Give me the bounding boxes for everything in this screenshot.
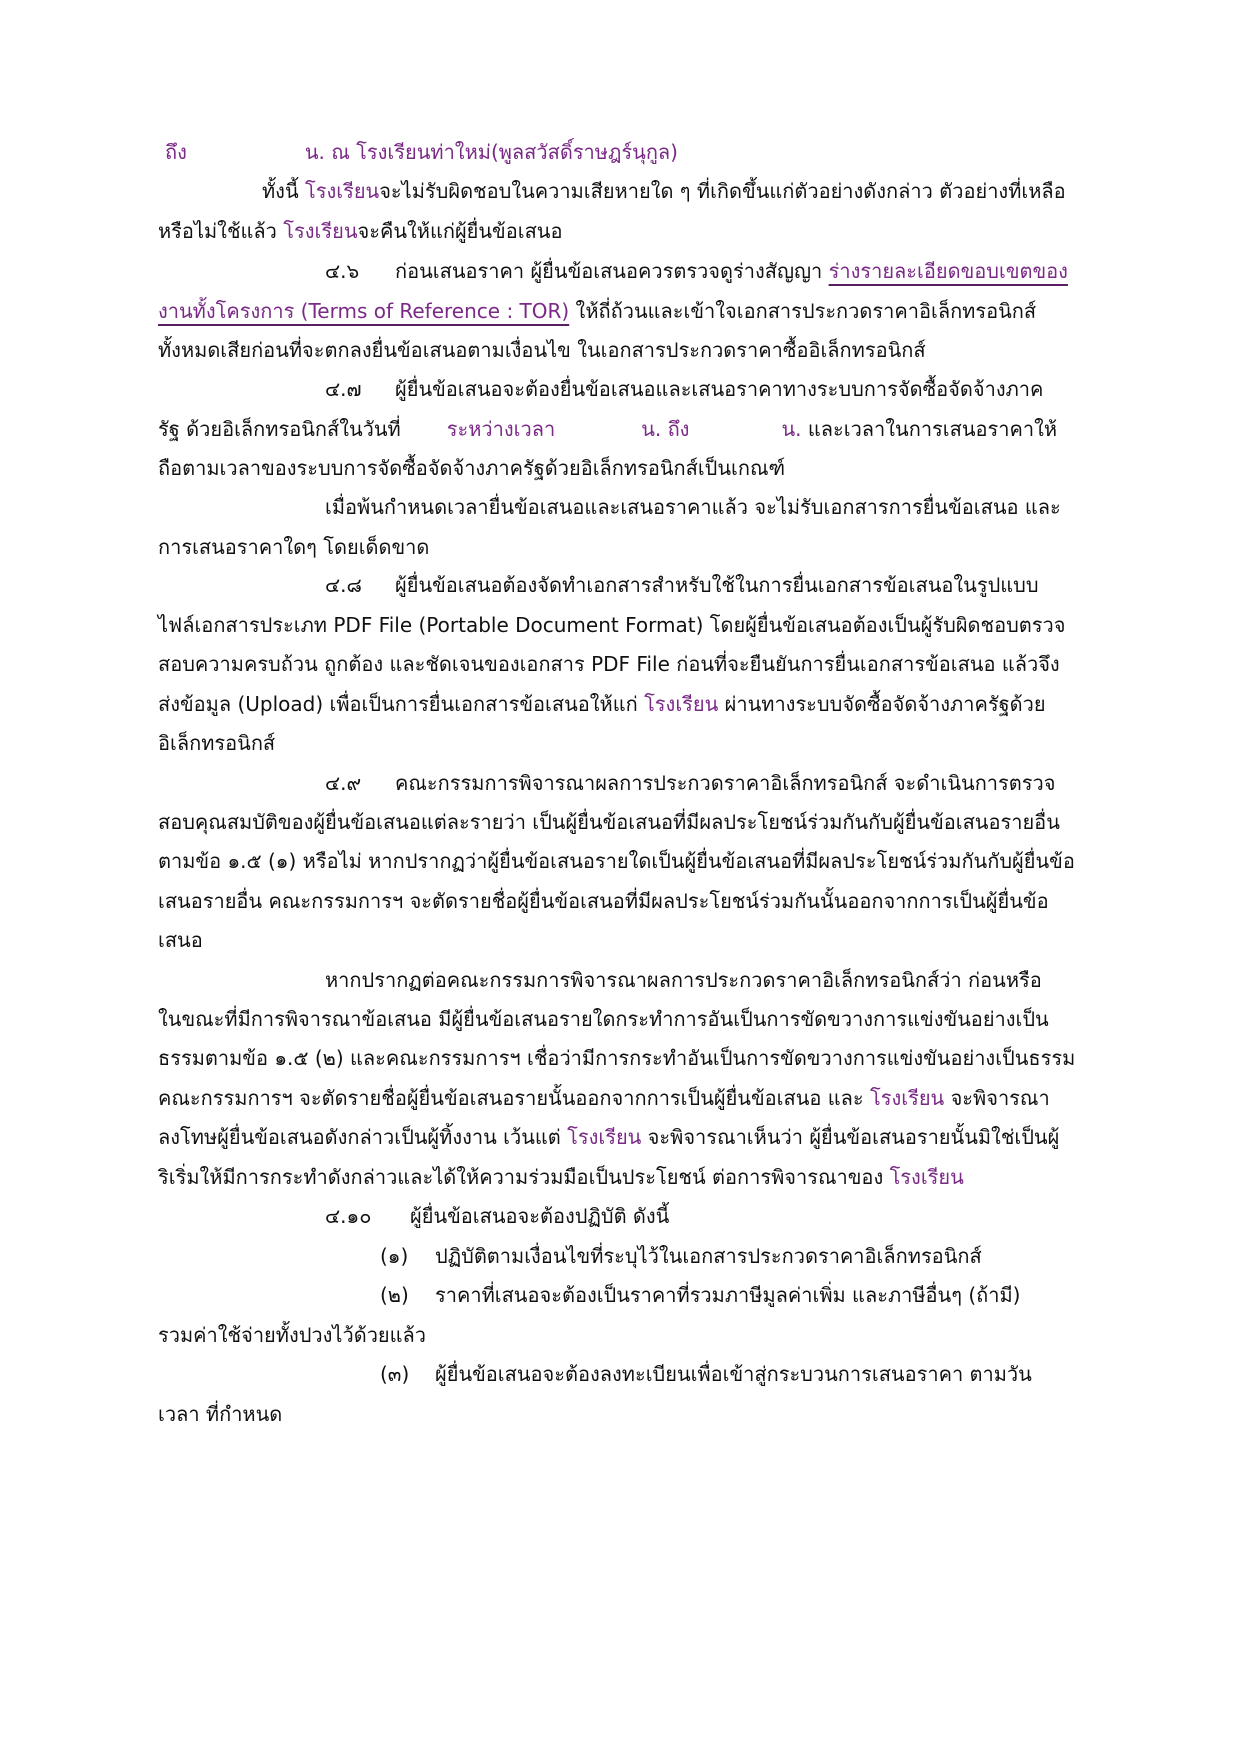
clause-4-10-item-3-cont: เวลา ที่กำหนด	[158, 1402, 283, 1426]
clause-4-9-p2-line-5: ลงโทษผู้ยื่นข้อเสนอดังกล่าวเป็นผู้ทิ้งงาน เว้นแต่ โรงเรียน จะพิจารณาเห็นว่า ผู้ยื่นข้อเสนอรายนั้นมิใช่เป็นผู้	[158, 1125, 1060, 1149]
clause-4-9-line-5: เสนอ	[158, 928, 203, 952]
clause-number: ๔.๗	[325, 377, 362, 401]
school-ref: โรงเรียน	[870, 1086, 945, 1110]
tor-link[interactable]: ร่างรายละเอียดขอบเขตของ	[828, 259, 1068, 283]
school-ref: โรงเรียน	[889, 1165, 964, 1189]
item-number: (๒)	[380, 1283, 409, 1307]
clause-4-7-line-3: ถือตามเวลาของระบบการจัดซื้อจัดจ้างภาครัฐด้วยอิเล็กทรอนิกส์เป็นเกณฑ์	[158, 456, 786, 480]
clause-4-9-p2-line-2: ในขณะที่มีการพิจารณาข้อเสนอ มีผู้ยื่นข้อเสนอรายใดกระทำการอันเป็นการขัดขวางการแข่งขันอย่างเป็น	[158, 1007, 1049, 1031]
clause-number: ๔.๑๐	[325, 1204, 372, 1228]
clause-4-9-p2-line-3: ธรรมตามข้อ ๑.๕ (๒) และคณะกรรมการฯ เชื่อว่ามีการกระทำอันเป็นการขัดขวางการแข่งขันอย่างเป็นธรรม	[158, 1046, 1076, 1070]
school-ref: โรงเรียน	[283, 219, 358, 243]
clause-4-6-line-3: ทั้งหมดเสียก่อนที่จะตกลงยื่นข้อเสนอตามเงื่อนไข ในเอกสารประกวดราคาซื้ออิเล็กทรอนิกส์	[158, 338, 926, 362]
clause-4-8-line-4: ส่งข้อมูล (Upload) เพื่อเป็นการยื่นเอกสารข้อเสนอให้แก่ โรงเรียน ผ่านทางระบบจัดซื้อจัดจ้างภาครัฐด้วย	[158, 692, 1046, 716]
clause-4-9-line-2: สอบคุณสมบัติของผู้ยื่นข้อเสนอแต่ละรายว่า เป็นผู้ยื่นข้อเสนอที่มีผลประโยชน์ร่วมกันกับผู้ยื่นข้อเสนอรายอื่น	[158, 810, 1060, 834]
clause-4-7-line-4: เมื่อพ้นกำหนดเวลายื่นข้อเสนอและเสนอราคาแล้ว จะไม่รับเอกสารการยื่นข้อเสนอ และ	[325, 495, 1061, 519]
clause-4-9-line-3: ตามข้อ ๑.๕ (๑) หรือไม่ หากปรากฏว่าผู้ยื่นข้อเสนอรายใดเป็นผู้ยื่นข้อเสนอที่มีผลประโยชน์ร่วมกันกับผู้ยื่นข้อ	[158, 849, 1075, 873]
school-ref: โรงเรียน	[304, 179, 380, 203]
clause-4-7: ๔.๗ ผู้ยื่นข้อเสนอจะต้องยื่นข้อเสนอและเสนอราคาทางระบบการจัดซื้อจัดจ้างภาค	[325, 374, 1043, 404]
clause-4-9-p2-line-6: ริเริ่มให้มีการกระทำดังกล่าวและได้ให้ความร่วมมือเป็นประโยชน์ ต่อการพิจารณาของ โรงเรียน	[158, 1165, 964, 1189]
clause-number: ๔.๘	[325, 573, 362, 597]
clause-4-8: ๔.๘ ผู้ยื่นข้อเสนอต้องจัดทำเอกสารสำหรับใช้ในการยื่นเอกสารข้อเสนอในรูปแบบ	[325, 570, 1039, 600]
clause-4-9-line-4: เสนอรายอื่น คณะกรรมการฯ จะตัดรายชื่อผู้ยื่นข้อเสนอที่มีผลประโยชน์ร่วมกันนั้นออกจากการเป็นผู้ยื่นข้อ	[158, 889, 1049, 913]
clause-4-8-line-5: อิเล็กทรอนิกส์	[158, 731, 276, 755]
tor-link-cont[interactable]: งานทั้งโครงการ (Terms of Reference : TOR)	[158, 299, 570, 323]
clause-4-10: ๔.๑๐ ผู้ยื่นข้อเสนอจะต้องปฏิบัติ ดังนี้	[325, 1201, 669, 1231]
item-number: (๓)	[380, 1362, 410, 1386]
school-ref: โรงเรียน	[644, 692, 719, 716]
disclaimer-line-2: หรือไม่ใช้แล้ว โรงเรียนจะคืนให้แก่ผู้ยื่นข้อเสนอ	[158, 219, 563, 243]
clause-4-10-item-2: (๒) ราคาที่เสนอจะต้องเป็นราคาที่รวมภาษีมูลค่าเพิ่ม และภาษีอื่นๆ (ถ้ามี)	[380, 1280, 1020, 1310]
disclaimer-line-1: ทั้งนี้ โรงเรียนจะไม่รับผิดชอบในความเสียหายใด ๆ ที่เกิดขึ้นแก่ตัวอย่างดังกล่าว ตัวอย่างที่เหลือ	[262, 179, 1066, 203]
clause-4-6: ๔.๖ ก่อนเสนอราคา ผู้ยื่นข้อเสนอควรตรวจดูร่างสัญญา ร่างรายละเอียดขอบเขตของ	[325, 256, 1068, 286]
sample-return-line	[165, 137, 678, 167]
until-label: ถึง	[165, 140, 187, 164]
school-ref: โรงเรียน	[567, 1125, 642, 1149]
clause-4-7-line-5: การเสนอราคาใดๆ โดยเด็ดขาด	[158, 535, 430, 559]
clause-4-10-item-2-cont: รวมค่าใช้จ่ายทั้งปวงไว้ด้วยแล้ว	[158, 1323, 427, 1347]
clause-4-10-item-1: (๑) ปฏิบัติตามเงื่อนไขที่ระบุไว้ในเอกสารประกวดราคาอิเล็กทรอนิกส์	[380, 1241, 982, 1271]
school-location: น. ณ โรงเรียนท่าใหม่(พูลสวัสดิ์ราษฎร์นุกูล)	[304, 140, 678, 164]
clause-number: ๔.๖	[325, 259, 360, 283]
time-range-label: ระหว่างเวลา	[446, 417, 556, 441]
clause-4-6-line-2: งานทั้งโครงการ (Terms of Reference : TOR) ให้ถี่ถ้วนและเข้าใจเอกสารประกวดราคาอิเล็กทรอนิกส์	[158, 299, 1037, 323]
clause-4-10-item-3: (๓) ผู้ยื่นข้อเสนอจะต้องลงทะเบียนเพื่อเข้าสู่กระบวนการเสนอราคา ตามวัน	[380, 1359, 1032, 1389]
clause-4-9: ๔.๙ คณะกรรมการพิจารณาผลการประกวดราคาอิเล็กทรอนิกส์ จะดำเนินการตรวจ	[325, 768, 1055, 798]
clause-number: ๔.๙	[325, 771, 362, 795]
time-to-label: น. ถึง	[641, 417, 690, 441]
clause-4-9-p2-line-4: คณะกรรมการฯ จะตัดรายชื่อผู้ยื่นข้อเสนอรายนั้นออกจากการเป็นผู้ยื่นข้อเสนอ และ โรงเรียน จะพิจารณา	[158, 1086, 1050, 1110]
item-number: (๑)	[380, 1244, 409, 1268]
clause-4-8-line-2: ไฟล์เอกสารประเภท PDF File (Portable Document Format) โดยผู้ยื่นข้อเสนอต้องเป็นผู้รับผิดชอบตรวจ	[158, 613, 1066, 637]
time-end-label: น.	[781, 417, 802, 441]
clause-4-7-line-2: รัฐ ด้วยอิเล็กทรอนิกส์ในวันที่ ระหว่างเวลา น. ถึง น. และเวลาในการเสนอราคาให้	[158, 417, 1058, 441]
clause-4-9-p2-line-1: หากปรากฏต่อคณะกรรมการพิจารณาผลการประกวดราคาอิเล็กทรอนิกส์ว่า ก่อนหรือ	[325, 968, 1042, 992]
clause-4-8-line-3: สอบความครบถ้วน ถูกต้อง และชัดเจนของเอกสาร PDF File ก่อนที่จะยืนยันการยื่นเอกสารข้อเสนอ แล้วจึง	[158, 652, 1060, 676]
